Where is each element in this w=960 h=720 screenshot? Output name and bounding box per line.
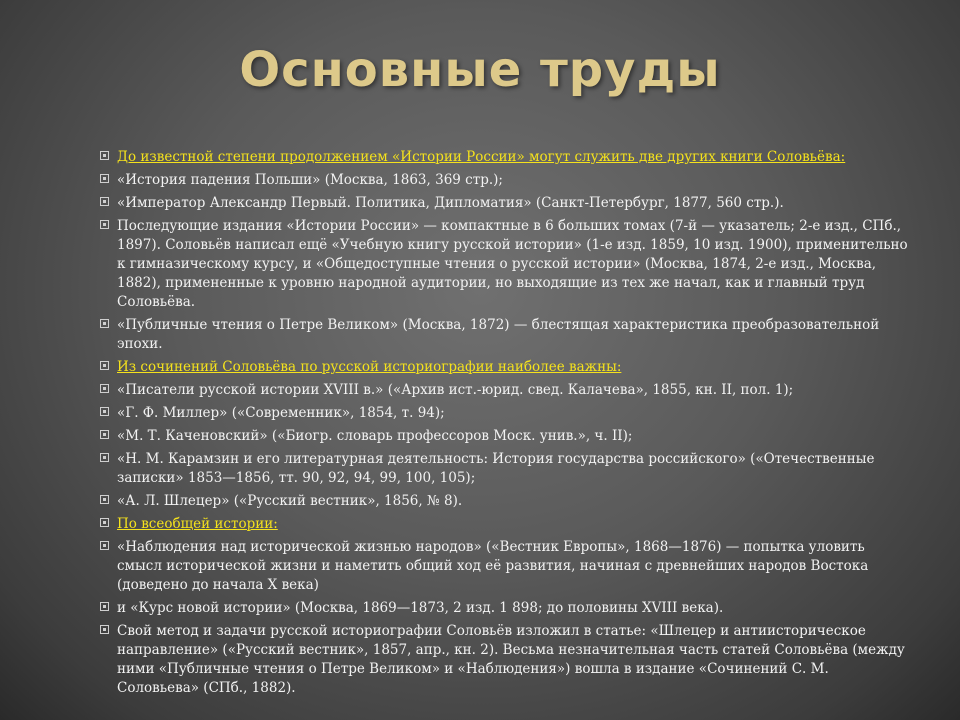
item-text: «История падения Польши» (Москва, 1863, 369 стр.);	[117, 172, 503, 188]
square-bullet-icon	[100, 453, 109, 462]
item-link-text[interactable]: Из сочинений Соловьёва по русской историографии наиболее важны:	[117, 359, 622, 375]
square-bullet-icon	[100, 220, 109, 229]
list-item-link[interactable]	[100, 515, 910, 534]
square-bullet-icon	[100, 541, 109, 550]
item-text: «Г. Ф. Миллер» («Современник», 1854, т. 94);	[117, 405, 445, 421]
item-text: Последующие издания «Истории России» — компактные в 6 больших томах (7-й — указатель; 2-е изд., СПб., 1897). Соловьёв написал ещё «Учебную книгу русской истории» (1-е изд. 1859, 10 изд. 1900), применительно к гимназическому курсу, и «Общедоступные чтения о русской истории» (Москва, 1874, 2-е изд., Москва, 1882), примененные к уровню народной аудитории, но выходящие из тех же начал, как и главный труд Соловьёва.	[117, 218, 908, 310]
list-item	[100, 492, 910, 511]
slide-title: Основные труды	[239, 42, 721, 98]
item-text: «Н. М. Карамзин и его литературная деятельность: История государства российского» («Отечественные записки» 1853—1856, тт. 90, 92, 94, 99, 100, 105);	[117, 451, 875, 486]
square-bullet-icon	[100, 495, 109, 504]
square-bullet-icon	[100, 361, 109, 370]
square-bullet-icon	[100, 197, 109, 206]
item-text: «Наблюдения над исторической жизнью народов» («Вестник Европы», 1868—1876) — попытка уловить смысл исторической жизни и наметить общий ход её развития, начиная с древнейших народов Востока (доведено до начала X века)	[117, 539, 869, 593]
list-item	[100, 404, 910, 423]
item-text: «Император Александр Первый. Политика, Дипломатия» (Санкт-Петербург, 1877, 560 стр.).	[117, 195, 784, 211]
item-text: «Публичные чтения о Петре Великом» (Москва, 1872) — блестящая характеристика преобразовательной эпохи.	[117, 317, 880, 352]
list-item-link[interactable]	[100, 148, 910, 167]
item-text: «Писатели русской истории XVIII в.» («Архив ист.-юрид. свед. Калачева», 1855, кн. II, пол. 1);	[117, 382, 794, 398]
item-text: и «Курс новой истории» (Москва, 1869—1873, 2 изд. 1 898; до половины XVIII века).	[117, 600, 724, 616]
square-bullet-icon	[100, 625, 109, 634]
square-bullet-icon	[100, 319, 109, 328]
item-link-text[interactable]: По всеобщей истории:	[117, 516, 278, 532]
square-bullet-icon	[100, 384, 109, 393]
list-item	[100, 381, 910, 400]
list-item	[100, 450, 910, 488]
item-text: Свой метод и задачи русской историографии Соловьёв изложил в статье: «Шлецер и антиисторическое направление» («Русский вестник», 1857, апр., кн. 2). Весьма незначительная часть статей Соловьёва (между ними «Публичные чтения о Петре Великом» и «Наблюдения») вошла в издание «Сочинений С. М. Соловьева» (СПб., 1882).	[117, 623, 905, 696]
list-item	[100, 538, 910, 595]
square-bullet-icon	[100, 174, 109, 183]
item-text: «А. Л. Шлецер» («Русский вестник», 1856, № 8).	[117, 493, 463, 509]
square-bullet-icon	[100, 407, 109, 416]
square-bullet-icon	[100, 518, 109, 527]
list-item	[100, 171, 910, 190]
list-item	[100, 599, 910, 618]
list-item	[100, 427, 910, 446]
list-item	[100, 316, 910, 354]
square-bullet-icon	[100, 602, 109, 611]
list-item	[100, 622, 910, 698]
square-bullet-icon	[100, 430, 109, 439]
list-item	[100, 194, 910, 213]
list-item	[100, 217, 910, 312]
bullet-list	[100, 148, 910, 702]
item-link-text[interactable]: До известной степени продолжением «Истории России» могут служить две других книги Соловьёва:	[117, 149, 846, 165]
square-bullet-icon	[100, 151, 109, 160]
list-item-link[interactable]	[100, 358, 910, 377]
item-text: «М. Т. Каченовский» («Биогр. словарь профессоров Моск. унив.», ч. II);	[117, 428, 633, 444]
